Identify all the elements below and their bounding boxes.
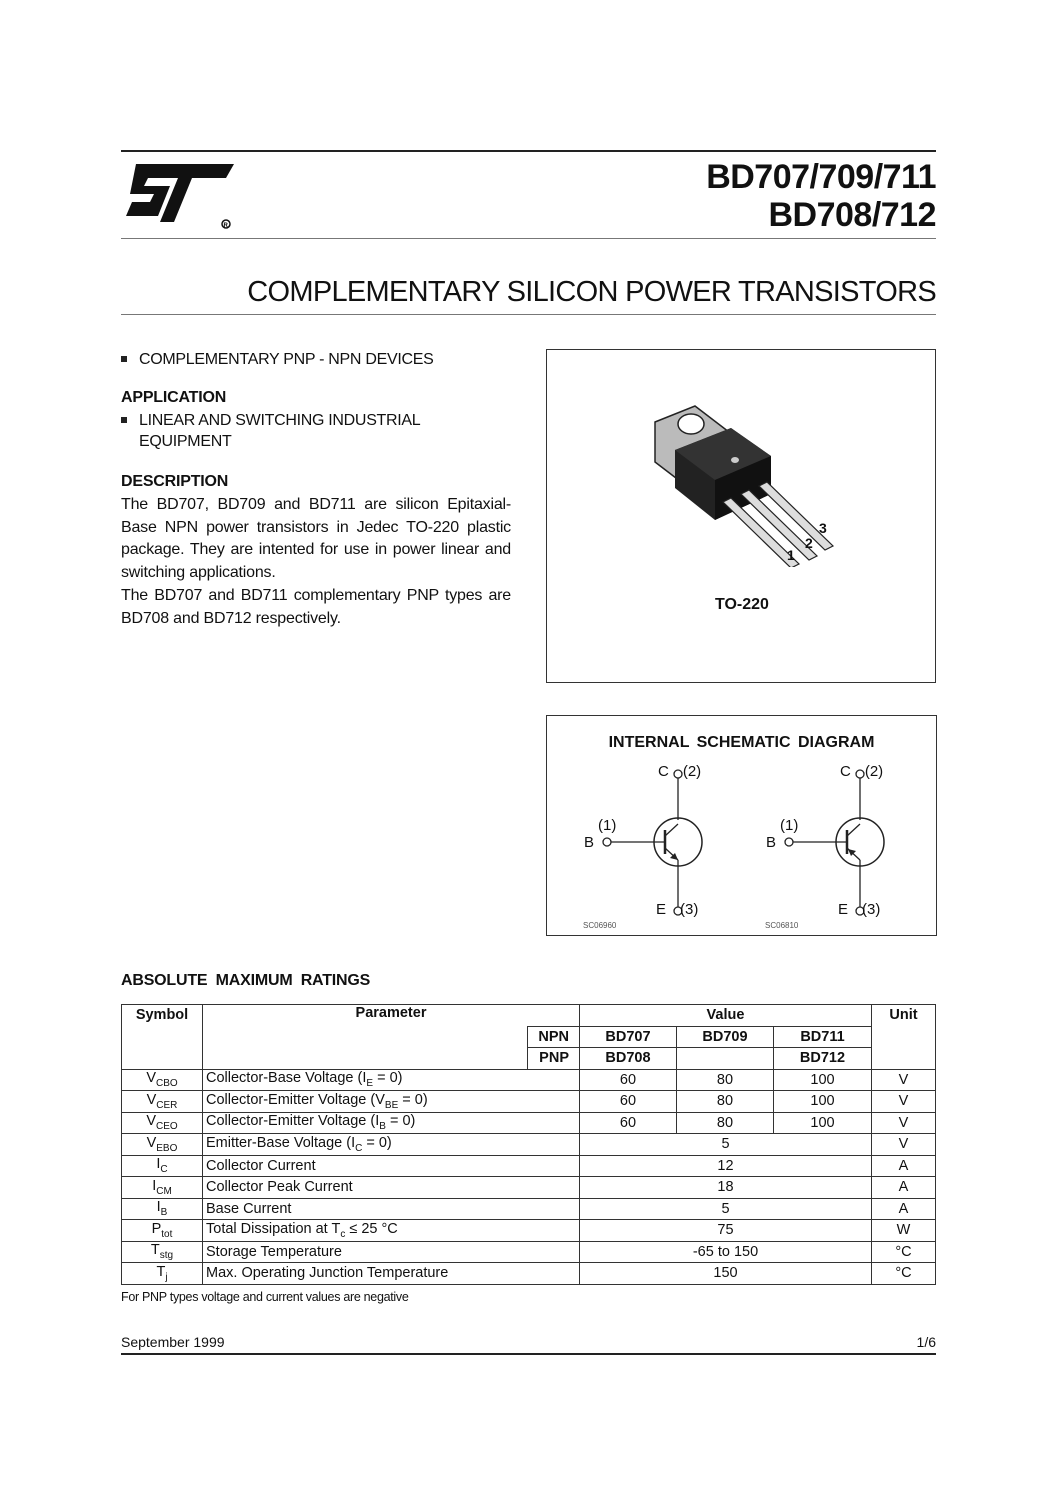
npn-emitter-label: E (3) — [656, 901, 699, 918]
application-item-continued: EQUIPMENT — [139, 433, 232, 450]
symbol-cell: $V_{EBO}$ — [122, 1134, 203, 1156]
value-cell: 60 — [580, 1112, 677, 1134]
table-row — [122, 1263, 936, 1285]
ratings-table — [121, 1004, 936, 1285]
parameter-cell: Storage Temperature — [203, 1241, 580, 1263]
symbol-cell: $I_B$ — [122, 1198, 203, 1220]
npn-transistor-icon — [583, 762, 733, 922]
unit-cell: V — [872, 1069, 936, 1091]
table-footnote: For PNP types voltage and current values are negative — [121, 1290, 409, 1304]
value-cell: 12 — [580, 1155, 872, 1177]
value-cell: 60 — [580, 1091, 677, 1113]
description-paragraph: The BD707, BD709 and BD711 are silicon Epitaxial-Base NPN power transistors in Jedec TO-220 plastic package. They are intented for use in power linear and switching applications. — [121, 496, 511, 581]
table-header-row — [122, 1048, 936, 1070]
top-rule — [121, 150, 936, 152]
description-paragraph: The BD707 and BD711 complementary PNP types are BD708 and BD712 respectively. — [121, 587, 511, 627]
ratings-title: ABSOLUTE MAXIMUM RATINGS — [121, 972, 371, 989]
value-cell: 100 — [774, 1112, 872, 1134]
value-cell: 60 — [580, 1069, 677, 1091]
value-cell: -65 to 150 — [580, 1241, 872, 1263]
table-row — [122, 1069, 936, 1091]
npn-collector-label: C (2) — [658, 763, 702, 780]
table-row — [122, 1155, 936, 1177]
unit-cell: A — [872, 1155, 936, 1177]
feature-item: COMPLEMENTARY PNP - NPN DEVICES — [121, 351, 433, 369]
table-row — [122, 1220, 936, 1242]
value-cell: 18 — [580, 1177, 872, 1199]
value-cell: 5 — [580, 1134, 872, 1156]
symbol-cell: $T_j$ — [122, 1263, 203, 1285]
table-row — [122, 1241, 936, 1263]
schematic-box — [546, 715, 937, 936]
symbol-cell: $V_{CBO}$ — [122, 1069, 203, 1091]
value-cell: 80 — [677, 1069, 774, 1091]
table-row — [122, 1112, 936, 1134]
column-header-unit: Unit — [872, 1005, 936, 1070]
model-cell: BD708 — [580, 1048, 677, 1070]
table-row — [122, 1134, 936, 1156]
model-cell: BD712 — [774, 1048, 872, 1070]
parameter-cell: Base Current — [203, 1198, 580, 1220]
symbol-cell: $I_{CM}$ — [122, 1177, 203, 1199]
to220-package-image — [647, 392, 847, 567]
unit-cell: A — [872, 1177, 936, 1199]
value-cell: 5 — [580, 1198, 872, 1220]
value-cell: 100 — [774, 1069, 872, 1091]
parameter-cell: Emitter-Base Voltage $(I_C = 0)$ — [203, 1134, 580, 1156]
part-number-line2: BD708/712 — [768, 196, 936, 234]
table-header-row — [122, 1026, 936, 1048]
bullet-icon — [121, 417, 127, 423]
package-label: TO-220 — [715, 596, 769, 613]
application-heading: APPLICATION — [121, 389, 227, 406]
footer-rule — [121, 1353, 936, 1355]
symbol-cell: $T_{stg}$ — [122, 1241, 203, 1263]
bullet-icon — [121, 356, 127, 362]
description-text — [121, 494, 511, 630]
subtitle-rule — [121, 314, 936, 315]
pin-label: 2 — [805, 535, 813, 551]
description-heading: DESCRIPTION — [121, 473, 229, 490]
svg-text:R: R — [223, 223, 228, 229]
page-number: 1/6 — [916, 1334, 936, 1350]
parameter-cell: Total Dissipation at $T_c \le 25$ °C — [203, 1220, 580, 1242]
unit-cell: A — [872, 1198, 936, 1220]
unit-cell: W — [872, 1220, 936, 1242]
parameter-cell: Collector Current — [203, 1155, 580, 1177]
header-rule — [121, 238, 936, 239]
column-header-parameter: Parameter — [203, 1005, 580, 1027]
symbol-cell: $P_{tot}$ — [122, 1220, 203, 1242]
npn-label: NPN — [528, 1026, 580, 1048]
value-cell: 75 — [580, 1220, 872, 1242]
header-spacer — [203, 1048, 528, 1070]
application-item: LINEAR AND SWITCHING INDUSTRIAL — [121, 412, 420, 430]
pnp-base-pin: (1) — [780, 817, 799, 834]
unit-cell: °C — [872, 1241, 936, 1263]
value-cell: 150 — [580, 1263, 872, 1285]
header-spacer — [203, 1026, 528, 1048]
npn-diagram-code: SC06960 — [583, 921, 617, 930]
npn-base-pin: (1) — [598, 817, 617, 834]
model-cell: BD711 — [774, 1026, 872, 1048]
parameter-cell: Collector-Emitter Voltage $(V_{BE} = 0)$ — [203, 1091, 580, 1113]
value-cell: 80 — [677, 1112, 774, 1134]
value-cell: 100 — [774, 1091, 872, 1113]
symbol-cell: $V_{CEO}$ — [122, 1112, 203, 1134]
st-logo — [122, 160, 240, 230]
value-cell: 80 — [677, 1091, 774, 1113]
pnp-emitter-label: E (3) — [838, 901, 881, 918]
schematic-title: INTERNAL SCHEMATIC DIAGRAM — [608, 734, 875, 751]
table-header-row — [122, 1005, 936, 1027]
parameter-cell: Collector-Base Voltage $(I_E = 0)$ — [203, 1069, 580, 1091]
unit-cell: V — [872, 1134, 936, 1156]
pnp-collector-label: C (2) — [840, 763, 884, 780]
symbol-cell: $V_{CER}$ — [122, 1091, 203, 1113]
pnp-label: PNP — [528, 1048, 580, 1070]
column-header-value: Value — [580, 1005, 872, 1027]
table-row — [122, 1198, 936, 1220]
pnp-base-label: B — [766, 834, 777, 851]
table-row — [122, 1177, 936, 1199]
parameter-cell: Collector-Emitter Voltage $(I_B = 0)$ — [203, 1112, 580, 1134]
unit-cell: °C — [872, 1263, 936, 1285]
model-cell: BD707 — [580, 1026, 677, 1048]
document-subtitle: COMPLEMENTARY SILICON POWER TRANSISTORS — [247, 276, 936, 308]
unit-cell: V — [872, 1091, 936, 1113]
table-row — [122, 1091, 936, 1113]
package-box — [546, 349, 936, 683]
footer-date: September 1999 — [121, 1334, 225, 1350]
pin-label: 1 — [787, 547, 795, 563]
npn-base-label: B — [584, 834, 595, 851]
model-cell — [677, 1048, 774, 1070]
pin-label: 3 — [819, 520, 827, 536]
parameter-cell: Collector Peak Current — [203, 1177, 580, 1199]
unit-cell: V — [872, 1112, 936, 1134]
parameter-cell: Max. Operating Junction Temperature — [203, 1263, 580, 1285]
pnp-transistor-icon — [765, 762, 915, 922]
part-number-line1: BD707/709/711 — [706, 158, 936, 196]
column-header-symbol: Symbol — [122, 1005, 203, 1070]
pnp-diagram-code: SC06810 — [765, 921, 799, 930]
symbol-cell: $I_C$ — [122, 1155, 203, 1177]
model-cell: BD709 — [677, 1026, 774, 1048]
